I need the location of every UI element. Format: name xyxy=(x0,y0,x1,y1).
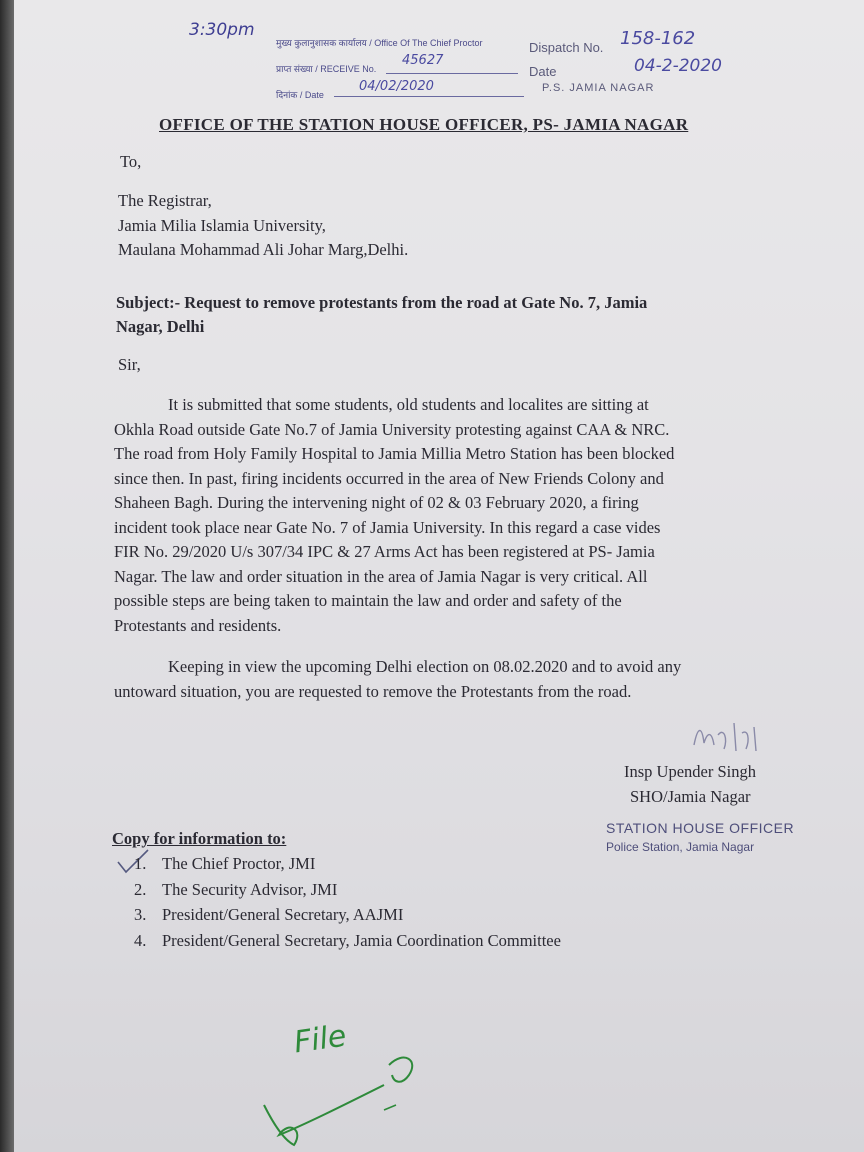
copy-list-item xyxy=(134,852,561,877)
copy-item-text: The Chief Proctor, JMI xyxy=(162,854,316,873)
dispatch-date-value: 04-2-2020 xyxy=(634,56,722,76)
paragraph-line: Shaheen Bagh. During the intervening night of 02 & 03 February 2020, a firing xyxy=(114,493,639,512)
office-header-title: OFFICE OF THE STATION HOUSE OFFICER, PS- JAMIA NAGAR xyxy=(159,115,689,134)
paragraph-line: since then. In past, firing incidents occurred in the area of New Friends Colony and xyxy=(114,468,664,488)
paragraph-line: incident took place near Gate No. 7 of Jamia University. In this regard a case vides xyxy=(114,517,661,537)
paragraph-line: The road from Holy Family Hospital to Jamia Millia Metro Station has been blocked xyxy=(114,444,675,463)
subject-line-2: Nagar, Delhi xyxy=(116,317,205,336)
sho-stamp-line-2: Police Station, Jamia Nagar xyxy=(606,840,755,854)
receive-no-label: प्राप्त संख्या / RECEIVE No. xyxy=(276,64,377,74)
handwritten-file-note: File xyxy=(291,1018,349,1061)
receipt-time-handwritten: 3:30pm xyxy=(189,20,255,40)
copy-list-item xyxy=(134,903,561,928)
signatory-name: Insp Upender Singh xyxy=(624,762,756,781)
receive-no-rule xyxy=(386,73,518,74)
copy-heading: Copy for information to: xyxy=(112,829,287,848)
copy-list xyxy=(134,852,561,953)
paragraph-line: Nagar. The law and order situation in the area of Jamia Nagar is very critical. All xyxy=(114,566,648,586)
dispatch-no-value: 158-162 xyxy=(620,28,696,49)
scan-edge-shadow xyxy=(0,0,14,1152)
addressee-line: Maulana Mohammad Ali Johar Marg,Delhi. xyxy=(118,240,409,259)
copy-item-text: The Security Advisor, JMI xyxy=(162,879,338,899)
paragraph-line: untoward situation, you are requested to remove the Protestants from the road. xyxy=(114,681,632,701)
copy-item-number: 4. xyxy=(134,930,147,950)
letter-page xyxy=(14,0,864,1152)
paragraph-2 xyxy=(114,655,786,704)
addressee-block xyxy=(118,189,408,263)
salutation-to: To, xyxy=(120,152,142,171)
copy-list-item xyxy=(134,878,561,903)
receipt-date-value: 04/02/2020 xyxy=(359,79,434,94)
copy-item-number: 3. xyxy=(134,905,147,924)
receipt-office-label: मुख्य कुलानुशासक कार्यालय / Office Of The Chief Proctor xyxy=(276,38,483,48)
copy-item-number: 1. xyxy=(134,854,147,873)
copy-item-text: President/General Secretary, AAJMI xyxy=(162,905,404,924)
signatory-designation: SHO/Jamia Nagar xyxy=(630,787,751,806)
addressee-line: The Registrar, xyxy=(118,191,212,210)
paragraph-line: Okhla Road outside Gate No.7 of Jamia University protesting against CAA & NRC. xyxy=(114,419,670,439)
dispatch-station: P.S. JAMIA NAGAR xyxy=(542,82,655,94)
greeting: Sir, xyxy=(118,355,141,374)
dispatch-date-label: Date xyxy=(529,64,557,79)
sho-stamp-line-1: STATION HOUSE OFFICER xyxy=(606,820,795,836)
receipt-date-label: दिनांक / Date xyxy=(276,90,324,100)
copy-item-number: 2. xyxy=(134,879,147,899)
green-ink-initials xyxy=(244,1045,444,1152)
paragraph-1 xyxy=(114,393,786,638)
paragraph-line: It is submitted that some students, old students and localites are sitting at xyxy=(168,395,649,414)
copy-item-text: President/General Secretary, Jamia Coordination Committee xyxy=(162,930,561,950)
copy-list-item xyxy=(134,929,561,954)
paragraph-line: FIR No. 29/2020 U/s 307/34 IPC & 27 Arms Act has been registered at PS- Jamia xyxy=(114,542,655,561)
subject-line-1: Subject:- Request to remove protestants from the road at Gate No. 7, Jamia xyxy=(116,293,648,312)
dispatch-no-label: Dispatch No. xyxy=(529,40,604,55)
paragraph-line: possible steps are being taken to maintain the law and order and safety of the xyxy=(114,591,622,610)
addressee-line: Jamia Milia Islamia University, xyxy=(118,215,326,235)
signature-mark xyxy=(684,705,784,760)
paragraph-line: Keeping in view the upcoming Delhi election on 08.02.2020 and to avoid any xyxy=(168,657,682,676)
receive-no-value: 45627 xyxy=(402,53,444,68)
receipt-date-rule xyxy=(334,96,524,97)
paragraph-line: Protestants and residents. xyxy=(114,615,282,635)
